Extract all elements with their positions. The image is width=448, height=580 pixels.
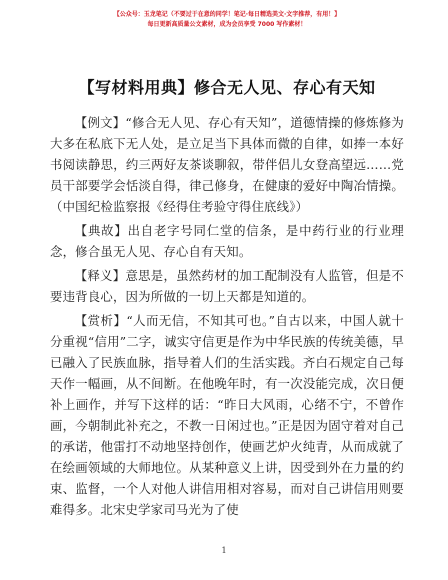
paragraph-appreciation: [50, 310, 404, 520]
page-number: 1: [221, 546, 227, 555]
banner-line-1: 【公众号：玉龙笔记（不要过于在意的同学！笔记·每日精选美文·文字推荐，有用！】: [113, 11, 341, 18]
paragraph-example: [50, 112, 404, 217]
paragraph-meaning: [50, 265, 404, 307]
document-title: 【写材料用典】修合无人见、存心有天知: [78, 78, 376, 97]
paragraph-tag: 【赏析】: [74, 313, 127, 328]
paragraph-tag: 【例文】: [74, 115, 126, 130]
paragraph-tag: 【典故】: [74, 223, 128, 238]
paragraph-origin: [50, 220, 404, 262]
header-banner: [50, 0, 404, 29]
paragraph-text: “修合无人见、存心有天知”，道德情操的修炼修为大多在私底下无人处，是立足当下具体而微的自律，如捧一本好书阅读静思，约三两好友茶谈聊叙，带伴侣儿女登高望远……党员干部要学会恬淡自得，律己修身，在健康的爱好中陶冶情操。（中国纪检监察报《经得住考验守得住底线》）: [50, 115, 404, 214]
paragraph-tag: 【释义】: [74, 268, 126, 283]
paragraph-text: “人而无信，不知其可也。”自古以来，中国人就十分重视“信用”二字，诚实守信更是作为中华民族的传统美德，早已融入了民族血脉，指导着人们的生活实践。齐白石规定自己每天作一幅画，从不间断。在他晚年时，有一次没能完成，次日便补上画作，并写下这样的话：“昨日大风雨，心绪不宁，不曾作画，今朝制此补充之，不教一日闲过也。”正是因为固守着对自己的承诺，他雷打不动地坚持创作，使画艺炉火纯青，从而成就了在绘画领域的大师地位。从某种意义上讲，因受到外在力量的约束、监督，一个人对他人讲信用相对容易，而对自己讲信用则要难得多。北宋史学家司马光为了使: [50, 313, 404, 517]
paragraph-text: 意思是，虽然药材的加工配制没有人监管，但是不要违背良心，因为所做的一切上天都是知道的。: [50, 268, 404, 304]
paragraph-text: 出自老字号同仁堂的信条，是中药行业的行业理念，修合虽无人见、存心自有天知。: [50, 223, 404, 259]
banner-line-2: 每日更新高质量公文素材，成为会员享受 7000 写作素材！: [147, 21, 307, 28]
document-body: [50, 112, 404, 520]
